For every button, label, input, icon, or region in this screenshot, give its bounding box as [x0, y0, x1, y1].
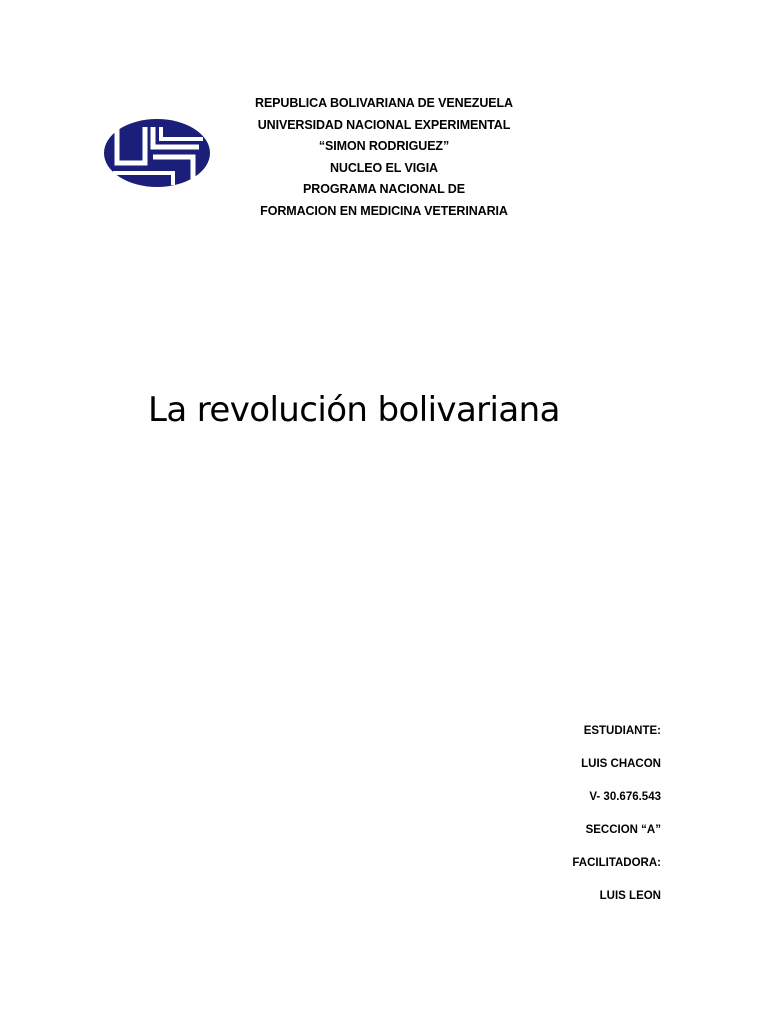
student-label: ESTUDIANTE:	[583, 725, 661, 737]
institution-header	[234, 93, 534, 223]
student-name: LUIS CHACON	[581, 758, 661, 770]
student-info-block	[572, 720, 661, 918]
header-line-country: REPUBLICA BOLIVARIANA DE VENEZUELA	[255, 96, 513, 110]
university-logo-icon	[103, 117, 211, 189]
document-title: La revolución bolivariana	[148, 390, 560, 430]
student-id: V- 30.676.543	[589, 791, 661, 803]
header-line-program: PROGRAMA NACIONAL DE	[303, 182, 465, 197]
header-line-program-name: FORMACION EN MEDICINA VETERINARIA	[260, 203, 508, 218]
header-line-university: UNIVERSIDAD NACIONAL EXPERIMENTAL	[257, 117, 511, 132]
header-line-university-name: “SIMON RODRIGUEZ”	[318, 139, 450, 154]
section-label: SECCION “A”	[585, 824, 661, 836]
header-line-campus: NUCLEO EL VIGIA	[329, 160, 438, 175]
facilitator-label: FACILITADORA:	[572, 857, 661, 869]
facilitator-name: LUIS LEON	[599, 890, 661, 902]
